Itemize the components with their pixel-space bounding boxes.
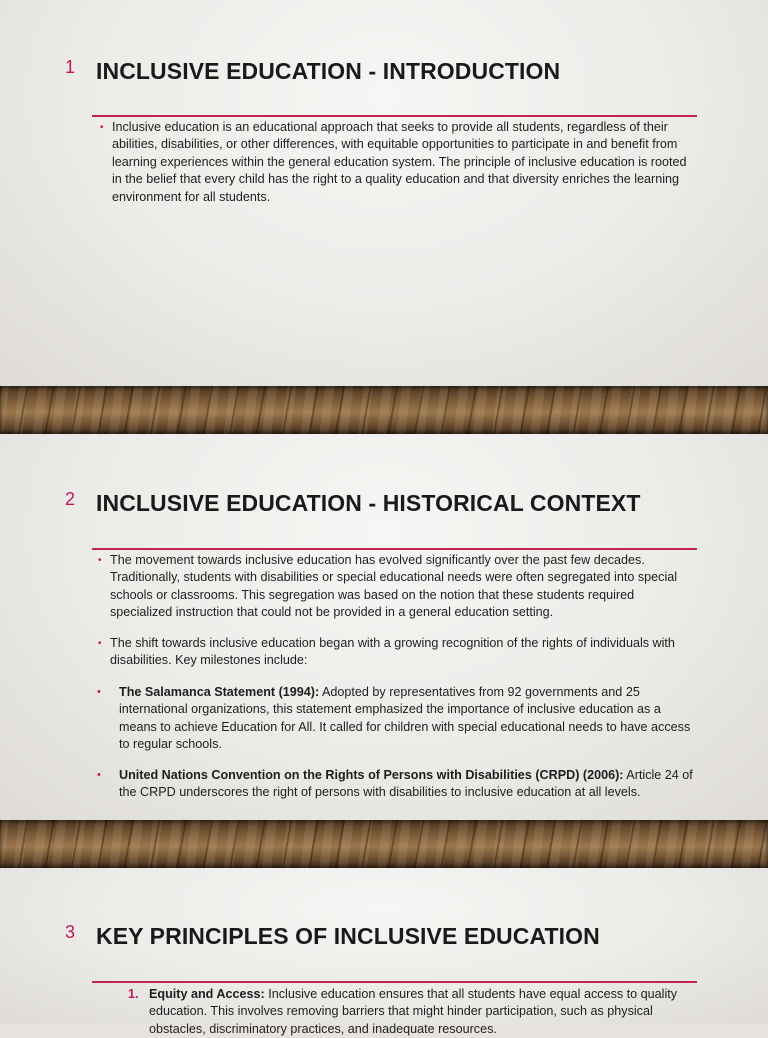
list-item	[97, 767, 695, 802]
slide-3	[0, 868, 768, 1036]
bullet-icon: •	[97, 686, 101, 698]
slide-number: 3	[65, 922, 76, 942]
wood-floor-divider	[0, 820, 768, 868]
milestone-text: Article 24 of the CRPD underscores the right of persons with disabilities to inclusive education at all levels.	[119, 767, 693, 800]
list-item	[128, 986, 696, 1038]
milestone-list	[97, 684, 695, 814]
bullet-text: Inclusive education is an educational approach that seeks to provide all students, regardless of their abilities, disabilities, or other differences, with equitable opportunities to participate in and benefit from learning experiences within the general education system. The principle of inclusive education is rooted in the belief that every child has the right to a quality education and that diversity enriches the learning environment for all students.	[112, 120, 687, 204]
slide-title: KEY PRINCIPLES OF INCLUSIVE EDUCATION	[96, 923, 600, 949]
bullet-icon: •	[100, 122, 104, 133]
list-item	[98, 552, 698, 622]
bullet-list	[98, 552, 698, 682]
title-divider	[92, 548, 697, 550]
bullet-list	[100, 119, 698, 219]
bullet-icon: •	[98, 555, 102, 566]
bullet-icon: •	[97, 768, 101, 781]
title-divider	[92, 115, 697, 117]
milestone-title: United Nations Convention on the Rights of Persons with Disabilities (CRPD) (2006):	[119, 767, 624, 782]
principle-title: Equity and Access:	[149, 987, 265, 1001]
slide-title: INCLUSIVE EDUCATION - INTRODUCTION	[96, 58, 561, 84]
bullet-text: The movement towards inclusive education has evolved significantly over the past few decades. Traditionally, students with disabilities or special educational needs were often segregated into special schools or classrooms. This segregation was based on the notion that these students required specialized instruction that could not be provided in a general education setting.	[110, 553, 678, 620]
list-item	[97, 684, 695, 754]
slide-2	[0, 434, 768, 820]
list-item	[98, 635, 698, 670]
title-divider	[92, 981, 697, 983]
slide-number: 1	[65, 57, 76, 77]
milestone-text: Adopted by representatives from 92 governments and 25 international organizations, this statement emphasized the importance of inclusive education as a means to achieve Education for All. It called for children with special educational needs to have access to regular schools.	[119, 685, 691, 752]
list-index: 1.	[128, 987, 139, 1001]
principles-list	[128, 986, 696, 1038]
list-item	[100, 119, 698, 206]
slide-number: 2	[65, 489, 76, 509]
principle-text: Inclusive education ensures that all students have equal access to quality education. This involves removing barriers that might hinder participation, such as physical obstacles, discriminatory practices, and inadequate resources.	[149, 987, 678, 1036]
slide-1	[0, 0, 768, 386]
bullet-text: The shift towards inclusive education began with a growing recognition of the rights of individuals with disabilities. Key milestones include:	[110, 635, 675, 668]
wood-floor-divider	[0, 386, 768, 434]
milestone-title: The Salamanca Statement (1994):	[119, 685, 320, 699]
bullet-icon: •	[98, 637, 102, 649]
slide-title: INCLUSIVE EDUCATION - HISTORICAL CONTEXT	[96, 490, 641, 516]
